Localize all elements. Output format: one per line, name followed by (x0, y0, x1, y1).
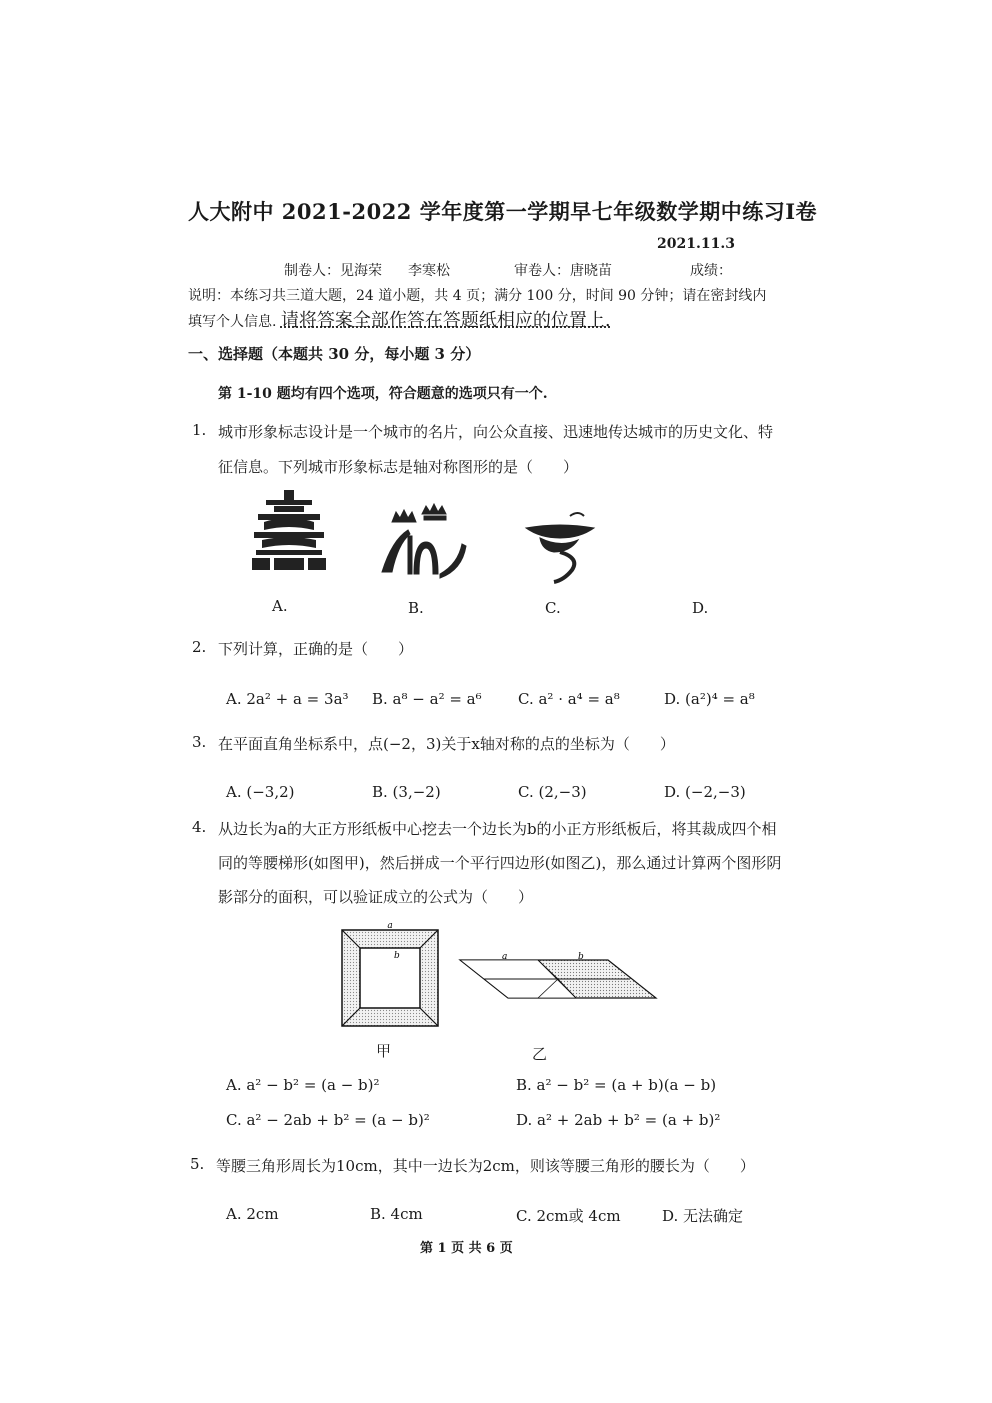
q5-option-c: C. 2cm或 4cm (516, 1207, 621, 1225)
figure-jia-label-b: b (394, 951, 400, 961)
q1-option-a: A. (272, 597, 288, 615)
q3-option-b: B. (3,−2) (372, 783, 441, 801)
q5-option-a: A. 2cm (226, 1205, 279, 1223)
instructions-line2-prefix: 填写个人信息. (188, 314, 277, 330)
q5-option-b: B. 4cm (370, 1205, 423, 1223)
logo-c-image (520, 508, 610, 588)
section1-title: 一、选择题（本题共 30 分，每小题 3 分） (188, 345, 481, 363)
q1-option-b: B. (408, 599, 424, 617)
figure-jia (340, 921, 440, 1028)
q2-option-b: B. a⁸ − a² = a⁶ (372, 690, 482, 708)
figure-jia-caption: 甲 (376, 1042, 392, 1060)
q3-option-d: D. (−2,−3) (664, 783, 746, 801)
q3-option-a: A. (−3,2) (226, 783, 295, 801)
q4-option-a: A. a² − b² = (a − b)² (226, 1076, 380, 1094)
q4-line1: 从边长为a的大正方形纸板中心挖去一个边长为b的小正方形纸板后，将其裁成四个相 (218, 820, 777, 838)
exam-date: 2021.11.3 (657, 236, 735, 252)
figure-yi-label-a: a (502, 952, 508, 962)
reviewer-label: 审卷人：唐晓苗 (514, 263, 612, 279)
exam-title: 人大附中 2021-2022 学年度第一学期早七年级数学期中练习Ⅰ卷 (188, 199, 818, 224)
q5-number: 5. (190, 1155, 205, 1173)
logo-b-image (378, 500, 468, 580)
q1-line1: 城市形象标志设计是一个城市的名片，向公众直接、迅速地传达城市的历史文化、特 (218, 423, 774, 441)
q4-line3: 影部分的面积，可以验证成立的公式为（ ） (218, 888, 534, 906)
q5-option-d: D. 无法确定 (662, 1207, 744, 1225)
section1-note: 第 1-10 题均有四个选项，符合题意的选项只有一个. (218, 386, 548, 402)
q4-option-d: D. a² + 2ab + b² = (a + b)² (516, 1111, 721, 1129)
instructions-emphasis: 请将答案全部作答在答题纸相应的位置上. (280, 310, 611, 331)
instructions-line1: 说明：本练习共三道大题，24 道小题，共 4 页；满分 100 分，时间 90 分钟；请在密封线内 (188, 288, 767, 304)
instructions-line2 (188, 306, 611, 332)
q5-text: 等腰三角形周长为10cm，其中一边长为2cm，则该等腰三角形的腰长为（ ） (216, 1157, 755, 1175)
q3-option-c: C. (2,−3) (518, 783, 587, 801)
q3-text: 在平面直角坐标系中，点(−2，3)关于x轴对称的点的坐标为（ ） (218, 735, 675, 753)
q3-number: 3. (192, 733, 207, 751)
q4-number: 4. (192, 818, 207, 836)
q1-line2: 征信息。下列城市形象标志是轴对称图形的是（ ） (218, 458, 579, 476)
q2-text: 下列计算，正确的是（ ） (218, 640, 414, 658)
figure-yi-caption: 乙 (532, 1045, 548, 1063)
maker-label: 制卷人：见海荣 (284, 263, 382, 279)
figure-jia-label-a: a (387, 921, 393, 931)
score-label: 成绩： (690, 263, 732, 279)
figure-yi-label-b: b (578, 952, 584, 962)
q2-option-d: D. (a²)⁴ = a⁸ (664, 690, 755, 708)
page-footer: 第 1 页 共 6 页 (420, 1241, 513, 1256)
q4-option-c: C. a² − 2ab + b² = (a − b)² (226, 1111, 430, 1129)
q2-option-c: C. a² · a⁴ = a⁸ (518, 690, 620, 708)
q2-number: 2. (192, 638, 207, 656)
figure-yi (458, 950, 658, 1002)
q2-option-a: A. 2a² + a = 3a³ (226, 690, 349, 708)
q4-option-b: B. a² − b² = (a + b)(a − b) (516, 1076, 717, 1094)
q1-option-d: D. (692, 599, 709, 617)
q1-option-c: C. (545, 599, 561, 617)
maker-2: 李寒松 (408, 263, 450, 279)
figure-jia-inner-square (360, 948, 420, 1008)
logo-a-image (244, 488, 334, 578)
q1-number: 1. (192, 421, 207, 439)
q4-line2: 同的等腰梯形(如图甲)，然后拼成一个平行四边形(如图乙)，那么通过计算两个图形阴 (218, 854, 782, 872)
